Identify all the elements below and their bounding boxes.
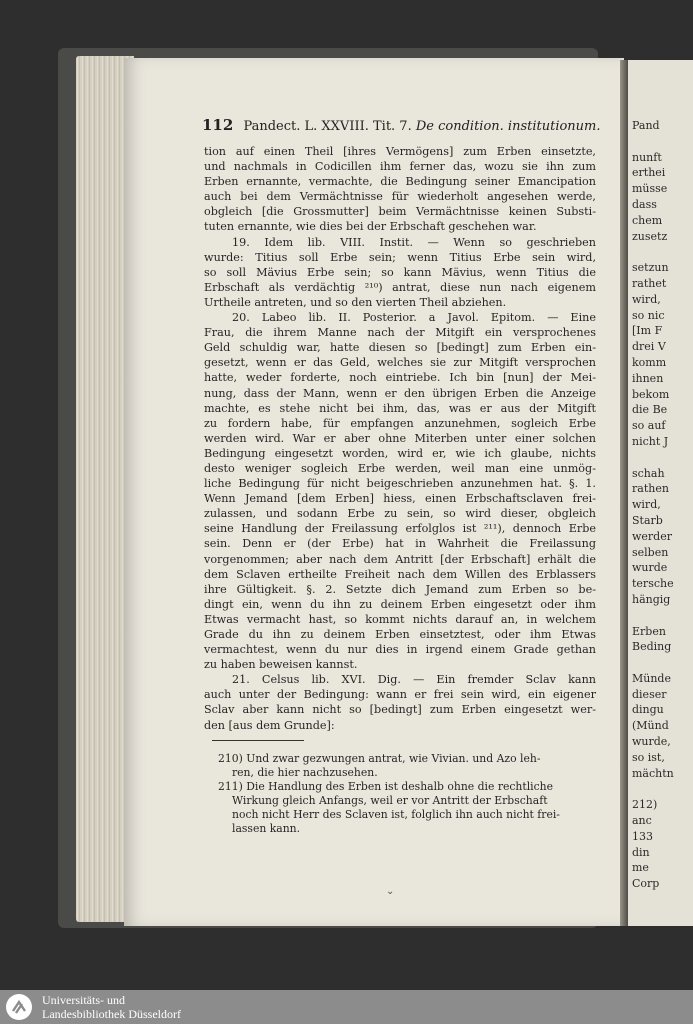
- body-text: [204, 144, 596, 733]
- right-page-fragment: me: [632, 861, 649, 875]
- body-line: Bedingung eingesetzt worden, wird er, wie ich glaube, nichts: [204, 446, 596, 460]
- right-page-fragment: mächtn: [632, 766, 674, 780]
- library-name-line2: Landesbibliothek Düsseldorf: [42, 1007, 181, 1021]
- body-line: sein. Denn er (der Erbe) hat in Wahrheit die Freilassung: [204, 537, 596, 551]
- printer-mark: ⌄: [386, 886, 395, 897]
- right-page-fragment: schah: [632, 466, 665, 480]
- right-page-fragment: wurde: [632, 561, 668, 575]
- right-page-fragment: wird,: [632, 498, 661, 512]
- right-page-fragment: [632, 655, 693, 671]
- right-page-fragment: [632, 450, 693, 466]
- body-line: vermachtest, wenn du nur dies in irgend einem Grade gethan: [204, 643, 596, 657]
- right-page-fragment: chem: [632, 213, 663, 227]
- library-name-line1: Universitäts- und: [42, 993, 125, 1007]
- body-line: dingt ein, wenn du ihn zu deinem Erben eingesetzt oder ihm: [204, 597, 596, 611]
- page-header: [202, 116, 601, 134]
- body-line: hatte, weder forderte, noch eintriebe. Ich bin [nun] der Mei-: [204, 371, 596, 385]
- right-page-fragment: Beding: [632, 640, 672, 654]
- right-page-fragment: din: [632, 845, 650, 859]
- body-line: zu haben beweisen kannst.: [204, 658, 358, 672]
- body-line: dem Sclaven ertheilte Freiheit nach dem Willen des Erblassers: [204, 567, 596, 581]
- right-page-fragment: [Im F: [632, 324, 663, 338]
- right-page-fragment: ihnen: [632, 371, 664, 385]
- right-page-fragment: zusetz: [632, 229, 668, 243]
- body-line: und nachmals in Codicillen ihm ferner das, wozu sie ihn zum: [204, 160, 596, 174]
- footnote-line: ren, die hier nachzusehen.: [232, 766, 378, 779]
- body-line: auch bei dem Vermächtnisse für wiederholt angesehen werde,: [204, 190, 596, 204]
- body-line: nung, dass der Mann, wenn er den übrigen Erben die Anzeige: [204, 386, 596, 400]
- footnote-rule: [212, 740, 304, 741]
- footnote-line: noch nicht Herr des Sclaven ist, folglich ihn auch nicht frei-: [232, 808, 560, 821]
- body-line: wurde: Titius soll Erbe sein; wenn Titius Erbe sein wird,: [204, 250, 596, 264]
- right-page-fragment: so nic: [632, 308, 665, 322]
- footnotes: [218, 752, 598, 836]
- body-line: den [aus dem Grunde]:: [204, 718, 335, 732]
- right-page-fragment: so auf: [632, 419, 666, 433]
- body-line: machte, es stehe nicht bei ihm, das, was er aus der Mitgift: [204, 401, 596, 415]
- right-page-fragment: dieser: [632, 687, 667, 701]
- body-line: werden wird. War er aber ohne Miterben unter einer solchen: [204, 431, 596, 445]
- right-page-fragment: [632, 134, 693, 150]
- body-line: Frau, die ihrem Manne nach der Mitgift ein versprochenes: [204, 326, 596, 340]
- right-page-fragment: Starb: [632, 513, 663, 527]
- right-page-fragment: nicht J: [632, 434, 669, 448]
- right-page-fragment: rathen: [632, 482, 669, 496]
- right-page-fragment: dass: [632, 197, 657, 211]
- right-page-fragment: dingu: [632, 703, 664, 717]
- body-line: seine Handlung der Freilassung erfolglos ist ²¹¹), dennoch Erbe: [204, 522, 596, 536]
- body-line: desto weniger sogleich Erbe werden, weil man eine unmög-: [204, 461, 596, 475]
- right-page-fragment: anc: [632, 814, 652, 828]
- body-line: Urtheile antreten, und so den vierten Theil abziehen.: [204, 295, 507, 309]
- body-line: 19. Idem lib. VIII. Instit. — Wenn so geschrieben: [232, 235, 596, 249]
- right-page-fragment: tersche: [632, 577, 674, 591]
- body-line: Geld schuldig war, hatte diesen so [bedingt] zum Erben ein-: [204, 341, 596, 355]
- library-footer: [0, 990, 693, 1024]
- right-page-fragment: Erben: [632, 624, 666, 638]
- right-page-fragment: komm: [632, 355, 667, 369]
- body-line: Etwas vermacht hast, so kommt nichts darauf an, in welchem: [204, 612, 596, 626]
- right-page-fragment: (Münd: [632, 719, 669, 733]
- right-page-fragment: so ist,: [632, 750, 665, 764]
- body-line: obgleich [die Grossmutter] beim Vermächtnisse keinen Substi-: [204, 205, 596, 219]
- body-line: 21. Celsus lib. XVI. Dig. — Ein fremder Sclav kann: [232, 673, 596, 687]
- right-page-fragment: [632, 244, 693, 260]
- body-line: gesetzt, wenn er das Geld, welches sie zur Mitgift versprochen: [204, 356, 596, 370]
- right-page-fragment: rathet: [632, 276, 667, 290]
- right-page-fragment: nunft: [632, 150, 662, 164]
- footnote-line: 210) Und zwar gezwungen antrat, wie Vivian. und Azo leh-: [218, 752, 541, 765]
- body-line: Erbschaft als verdächtig ²¹⁰) antrat, diese nun nach eigenem: [204, 280, 596, 294]
- right-page-text: [632, 118, 693, 892]
- right-page-fragment: erthei: [632, 166, 666, 180]
- right-page-fragment: wurde,: [632, 735, 671, 749]
- body-line: Wenn Jemand [dem Erben] hiess, einen Erbschaftsclaven frei-: [204, 492, 596, 506]
- page-number: 112: [202, 116, 234, 134]
- body-line: liche Bedingung für nicht beigeschrieben anzunehmen hat. §. 1.: [204, 477, 596, 491]
- right-page-fragment: [632, 781, 693, 797]
- right-page-fragment: selben: [632, 545, 669, 559]
- footnote-line: 211) Die Handlung des Erben ist deshalb ohne die rechtliche: [218, 780, 554, 793]
- right-page-fragment: werder: [632, 529, 672, 543]
- right-page-fragment: 212): [632, 798, 658, 812]
- right-page-fragment: [632, 608, 693, 624]
- header-title: Pandect. L. XXVIII. Tit. 7.: [243, 119, 412, 134]
- body-line: so soll Mävius Erbe sein; so kann Mävius, wenn Titius die: [204, 265, 596, 279]
- right-page-fragment: wird,: [632, 292, 661, 306]
- library-logo-icon: [6, 994, 32, 1020]
- footnote-line: lassen kann.: [232, 822, 301, 835]
- right-page-fragment: drei V: [632, 340, 666, 354]
- body-line: auch unter der Bedingung: wann er frei sein wird, ein eigener: [204, 688, 596, 702]
- right-page: [628, 60, 693, 926]
- body-line: vorgenommen; aber nach dem Antritt [der Erbschaft] erhält die: [204, 552, 596, 566]
- right-page-fragment: bekom: [632, 387, 670, 401]
- right-page-fragment: müsse: [632, 182, 668, 196]
- body-line: tuten ernannte, wie dies bei der Erbschaft geschehen war.: [204, 220, 537, 234]
- right-page-fragment: Pand: [632, 119, 660, 132]
- right-page-fragment: hängig: [632, 592, 671, 606]
- right-page-fragment: Corp: [632, 877, 660, 891]
- body-line: zu fordern habe, für empfangen anzunehmen, sogleich Erbe: [204, 416, 596, 430]
- body-line: tion auf einen Theil [ihres Vermögens] zum Erben einsetzte,: [204, 145, 596, 158]
- footnote-line: Wirkung gleich Anfangs, weil er vor Antritt der Erbschaft: [232, 794, 548, 807]
- right-page-fragment: 133: [632, 829, 653, 843]
- body-line: zulassen, und sodann Erbe zu sein, so wird dieser, obgleich: [204, 507, 596, 521]
- header-subtitle: De condition. institutionum.: [415, 119, 601, 134]
- body-line: ihre Gültigkeit. §. 2. Setzte dich Jemand zum Erben so be-: [204, 582, 596, 596]
- right-page-fragment: die Be: [632, 403, 668, 417]
- body-line: Sclav aber kann nicht so [bedingt] zum Erben eingesetzt wer-: [204, 703, 596, 717]
- body-line: Grade du ihn zu deinem Erben einsetztest, oder ihm Etwas: [204, 628, 596, 641]
- body-line: 20. Labeo lib. II. Posterior. a Javol. Epitom. — Eine: [232, 311, 596, 325]
- right-page-fragment: Münde: [632, 671, 671, 685]
- right-page-fragment: setzun: [632, 261, 669, 275]
- body-line: Erben ernannte, vermachte, die Bedingung seiner Emancipation: [204, 175, 596, 189]
